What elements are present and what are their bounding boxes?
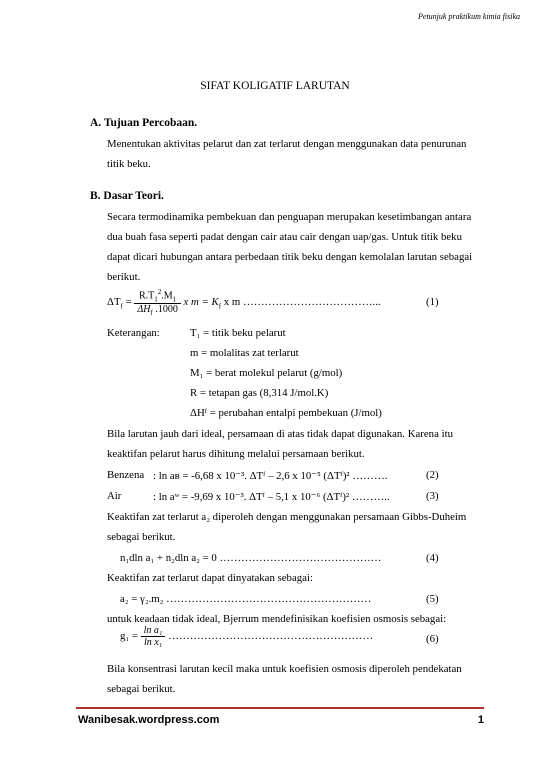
paragraph-line: dapat dicari hubungan antara perbedaan titik beku dengan kemolalan larutan sebagai [107,251,473,263]
paragraph-line: Keaktifan zat terlarut dapat dinyatakan sebagai: [107,572,313,584]
paragraph-line: Secara termodinamika pembekuan dan penguapan merupakan kesetimbangan antara [107,211,472,223]
equation-4-number: (4) [426,552,439,564]
equation-3: : ln aʷ = -9,69 x 10⁻³. ΔTᶠ – 5,1 x 10⁻⁶ (ΔTᶠ)² ……….. [153,491,390,503]
equation-6: g₁ = $\frac{\text{ln a₁}}{\text{ln x₁}}$ ………………………………………………… [120,625,374,648]
paragraph-line: Keaktifan zat terlarut a₂ diperoleh dengan menggunakan persamaan Gibbs-Duheim [107,511,467,523]
equation-2: : ln aʙ = -6,68 x 10⁻³. ΔTᶠ – 2,6 x 10⁻⁵ (ΔTᶠ)² ………. [153,470,388,482]
equation-1: $\Delta T_f$ = $\frac{R.T_1^2.M_1}{\Delta H_f .1000}$ x $m = K_f$ x m ………………………………... [107,288,381,318]
paragraph-line: Bila larutan jauh dari ideal, persamaan di atas tidak dapat digunakan. Karena itu [107,428,453,440]
equation-3-number: (3) [426,490,439,502]
equation-2-number: (2) [426,469,439,481]
equation-1-number: (1) [426,296,439,308]
paragraph-line: Bila konsentrasi larutan kecil maka untuk koefisien osmosis diperoleh pendekatan [107,663,462,675]
paragraph-line: sebagai berikut. [107,531,176,543]
equation-4: n₁dln a₁ + n₂dln a₂ = 0 ……………………………………… [120,552,382,564]
page-number: 1 [477,714,484,726]
section-a-line1: Menentukan aktivitas pelarut dan zat terlarut dengan menggunakan data penurunan [107,138,467,150]
keterangan-item: T₁ = titik beku pelarut [190,327,286,339]
equation-6-fraction: $\frac{\text{ln a₁}}{\text{ln x₁}}$ [141,625,166,648]
equation-5: a₂ = γ₂.m₂ ………………………………………………… [120,593,372,605]
keterangan-item: ΔHᶠ = perubahan entalpi pembekuan (J/mol) [190,407,382,419]
equation-5-number: (5) [426,593,439,605]
equation-2-label: Benzena [107,469,145,481]
paragraph-line: keaktifan pelarut harus dihitung melalui persamaan berikut. [107,448,365,460]
section-b-heading: B. Dasar Teori. [90,190,164,202]
section-a-line2: titik beku. [107,158,151,170]
running-header: Petunjuk praktikum kimia fisika [418,12,520,21]
keterangan-item: R = tetapan gas (8,314 J/mol.K) [190,387,329,399]
equation-3-label: Air [107,490,122,502]
paragraph-line: dua buah fasa seperti padat dengan cair atau cair dengan uap/gas. Untuk titik beku [107,231,462,243]
paragraph-line: berikut. [107,271,141,283]
footer-site: Wanibesak.wordpress.com [78,714,220,726]
paragraph-line: untuk keadaan tidak ideal, Bjerrum mendefinisikan koefisien osmosis sebagai: [107,613,447,625]
equation-1-fraction: $\frac{R.T_1^2.M_1}{\Delta H_f .1000}$ [134,288,180,317]
keterangan-label: Keterangan: [107,327,160,339]
paragraph-line: sebagai berikut. [107,683,176,695]
equation-6-number: (6) [426,633,439,645]
keterangan-item: M₁ = berat molekul pelarut (g/mol) [190,367,343,379]
section-a-heading: A. Tujuan Percobaan. [90,117,198,129]
keterangan-item: m = molalitas zat terlarut [190,347,299,359]
footer-divider [76,707,484,709]
page-title: SIFAT KOLIGATIF LARUTAN [200,80,350,92]
